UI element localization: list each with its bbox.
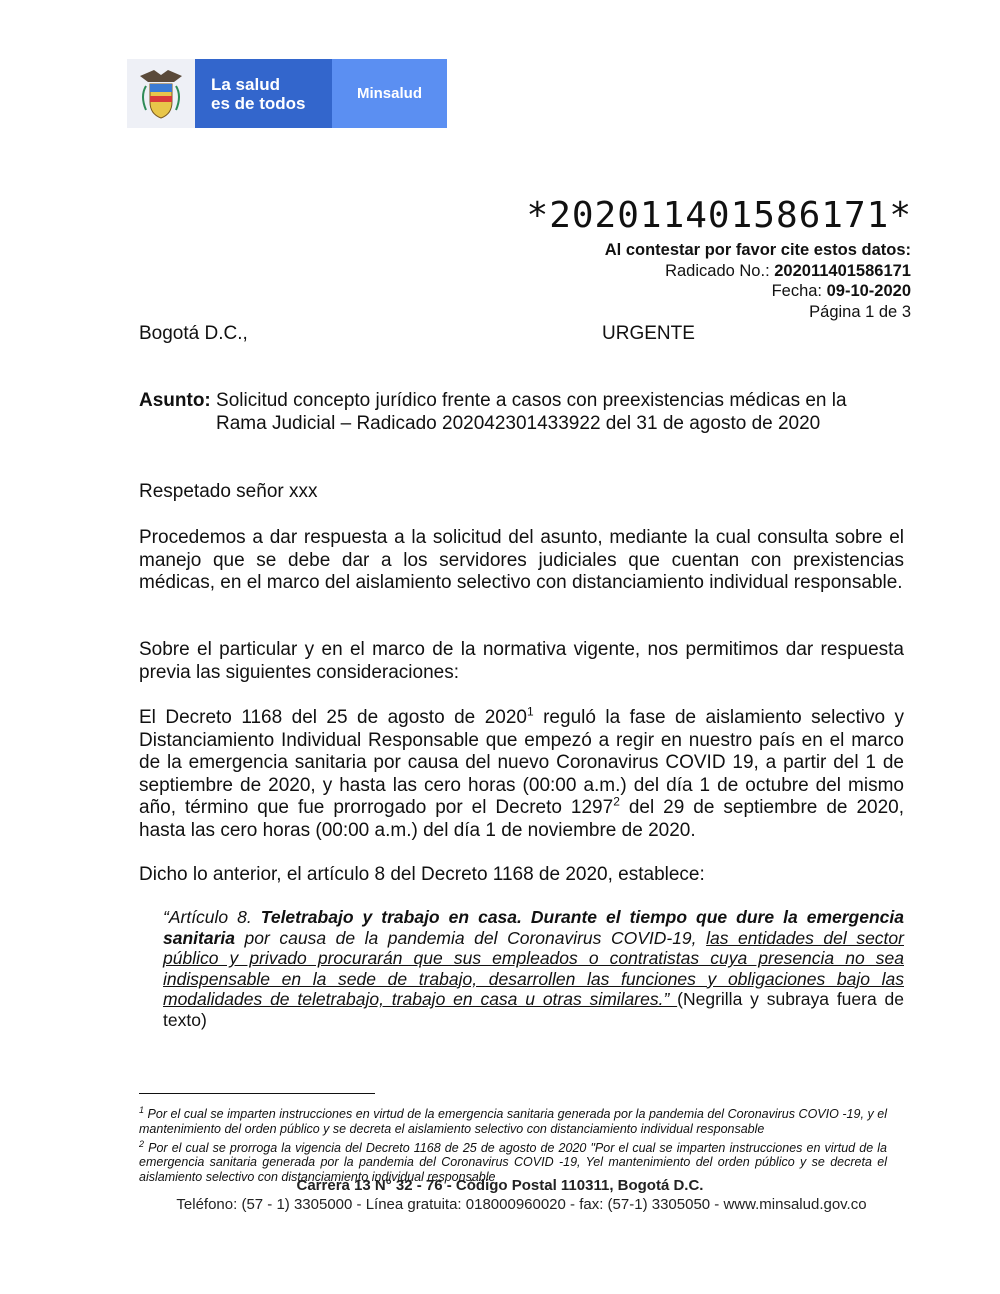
quote-intro: “Artículo 8. [163, 907, 261, 927]
paragraph-4: Dicho lo anterior, el artículo 8 del Decreto 1168 de 2020, establece: [139, 864, 705, 885]
footnote-1-number: 1 [139, 1105, 145, 1115]
footer-address: Carrera 13 N° 32 - 76 - Código Postal 110311, Bogotá D.C. [296, 1177, 704, 1194]
paragraph-2: Sobre el particular y en el marco de la normativa vigente, nos permitimos dar respuesta previa las siguientes consideraciones: [139, 639, 904, 683]
quote-note: (Negrilla y subraya fuera de texto) [163, 989, 905, 1030]
barcode-number: *202011401586171* [526, 195, 912, 236]
subject-label: Asunto: [139, 390, 211, 411]
cite-label: Al contestar por favor cite estos datos: [604, 241, 911, 259]
footnote-2-text: Por el cual se prorroga la vigencia del Decreto 1168 de 25 de agosto de 2020 "Por el cual se imparten instrucciones en virtud de la emergencia sanitaria generada por la pandemia del Coronavirus COVID -19, Yel mantenimiento del orden público y se decreta el aislamiento selectivo con distanciamiento individual responsable [139, 1140, 887, 1185]
paragraph-3-part-c: del 29 de septiembre de 2020, hasta las cero horas (00:00 a.m.) del día 1 de noviembre de 2020. [139, 797, 904, 841]
footer-contact: Teléfono: (57 - 1) 3305000 - Línea gratuita: 018000960020 - fax: (57-1) 3305050 - www.minsalud.gov.co [176, 1196, 867, 1213]
radicado-line [605, 261, 911, 282]
reference-block [605, 240, 911, 322]
greeting: Respetado señor xxx [139, 481, 318, 502]
subject [139, 390, 904, 435]
footnotes [139, 1103, 887, 1185]
quote-underlined: las entidades del sector público y privado procurarán que sus empleados o contratistas cuya presencia no sea indispensable en la sede de trabajo, desarrollen las funciones y obligaciones bajo las modalidades de teletrabajo, trabajo en casa u otras similares.” [163, 927, 904, 1010]
paragraph-3-part-a: El Decreto 1168 del 25 de agosto de 2020 [139, 707, 527, 728]
page-info: Página 1 de 3 [809, 302, 911, 321]
quote-bold: Teletrabajo y trabajo en casa. Durante el tiempo que dure la emergencia sanitaria [163, 907, 904, 948]
slogan [195, 59, 332, 128]
ministry-logo [127, 59, 447, 128]
footnote-divider [139, 1093, 375, 1094]
fecha-label: Fecha: [771, 282, 827, 300]
radicado-label: Radicado No.: [665, 261, 775, 280]
fecha-value: 09-10-2020 [826, 282, 911, 300]
coat-of-arms-icon [127, 59, 195, 128]
footnote-1 [139, 1103, 887, 1137]
priority-label: URGENTE [602, 323, 695, 344]
radicado-value: 202011401586171 [774, 261, 911, 280]
slogan-line-2: es de todos [211, 93, 306, 113]
article-quote [163, 907, 904, 1031]
footnote-ref-2: 2 [613, 794, 620, 809]
subject-line-1: Solicitud concepto jurídico frente a casos con preexistencias médicas en la [210, 390, 847, 411]
paragraph-3-part-b: reguló la fase de aislamiento selectivo y Distanciamiento Individual Responsable que empezó a regir en nuestro país en el marco de la emergencia sanitaria por causa del nuevo Coronavirus COVID 19, a partir del 1 de septiembre de 2020, y hasta las cero horas (00:00 a.m.) del día 1 de octubre del mismo año, término que fue prorrogado por el Decreto 1297 [139, 707, 904, 818]
quote-middle: por causa de la pandemia del Coronavirus COVID-19, [234, 927, 707, 948]
city: Bogotá D.C., [139, 323, 248, 344]
footnote-2-number: 2 [139, 1138, 145, 1149]
slogan-line-1: La salud [211, 74, 280, 94]
paragraph-1: Procedemos a dar respuesta a la solicitud del asunto, mediante la cual consulta sobre el manejo que se debe dar a los servidores judiciales que cuentan con prexistencias médicas, en el marco del aislamiento selectivo con distanciamiento individual responsable. [139, 527, 904, 593]
paragraph-3 [139, 704, 904, 842]
subject-line-2: Rama Judicial – Radicado 202042301433922 del 31 de agosto de 2020 [216, 412, 821, 434]
ministry-name: Minsalud [332, 59, 447, 128]
footnote-ref-1: 1 [526, 704, 534, 719]
footnote-1-text: Por el cual se imparten instrucciones en virtud de la emergencia sanitaria generada por la pandemia del Coronavirus COVIO -19, y el mantenimiento del orden público y se decreta el aislamiento selectivo con distanciamiento individual responsable [139, 1107, 887, 1136]
fecha-line [605, 281, 911, 302]
